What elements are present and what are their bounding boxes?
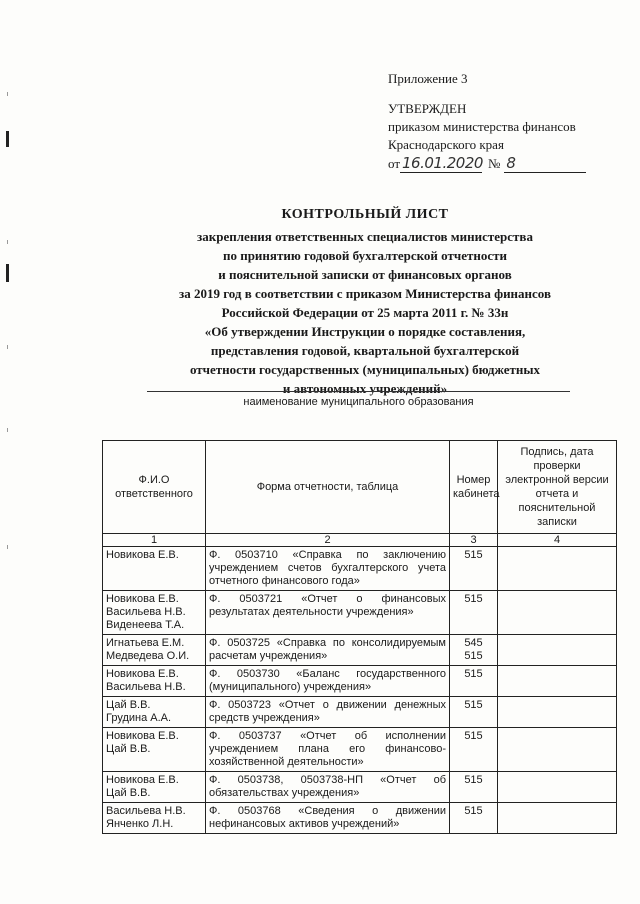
room-cell — [450, 772, 498, 803]
scan-edge-mark — [6, 264, 9, 282]
form-cell: Ф. 0503723 «Отчет о движении денежных средств учреждения» — [206, 697, 450, 728]
responsible-name: Игнатьева Е.М. — [106, 637, 185, 649]
responsible-cell — [103, 666, 206, 697]
subtitle-line: Российской Федерации от 25 марта 2011 г. № 33н — [221, 305, 509, 320]
room-number: 515 — [464, 730, 483, 742]
room-cell — [450, 591, 498, 635]
room-cell — [450, 547, 498, 591]
signature-cell — [498, 547, 617, 591]
table-row — [103, 547, 617, 591]
responsible-name: Новикова Е.В. — [106, 668, 179, 680]
table-row — [103, 591, 617, 635]
responsible-cell — [103, 728, 206, 772]
table-row — [103, 728, 617, 772]
subtitle-line: и пояснительной записки от финансовых органов — [218, 267, 512, 282]
scan-edge-dot — [7, 428, 8, 432]
responsible-name: Медведева О.И. — [106, 650, 190, 662]
signature-cell — [498, 772, 617, 803]
table-row — [103, 803, 617, 834]
header-room: Номер кабинета — [450, 441, 498, 534]
form-cell: Ф. 0503737 «Отчет об исполнении учреждением плана его финансово-хозяйственной деятельности» — [206, 728, 450, 772]
room-number: 515 — [464, 668, 483, 680]
document-heading — [130, 207, 600, 398]
table-row — [103, 697, 617, 728]
responsible-cell — [103, 697, 206, 728]
responsible-cell — [103, 772, 206, 803]
room-cell — [450, 803, 498, 834]
table-row — [103, 772, 617, 803]
scan-edge-dot — [7, 345, 8, 349]
approval-block — [388, 70, 586, 173]
responsible-name: Васильева Н.В. — [106, 606, 186, 618]
room-cell — [450, 635, 498, 666]
control-table — [102, 440, 617, 834]
subtitle-line: по принятию годовой бухгалтерской отчетности — [222, 248, 508, 263]
subtitle-line: представления годовой, квартальной бухгалтерской — [210, 343, 520, 358]
document-subtitle — [130, 227, 600, 398]
municipality-caption: наименование муниципального образования — [243, 396, 474, 408]
form-cell: Ф. 0503730 «Баланс государственного (муниципального) учреждения» — [206, 666, 450, 697]
table-row — [103, 635, 617, 666]
number-sign: № — [488, 156, 501, 171]
form-cell: Ф. 0503738, 0503738-НП «Отчет об обязательствах учреждения» — [206, 772, 450, 803]
responsible-cell — [103, 547, 206, 591]
scan-edge-dot — [7, 240, 8, 244]
form-cell: Ф. 0503768 «Сведения о движении нефинансовых активов учреждений» — [206, 803, 450, 834]
room-number: 545 — [464, 637, 483, 649]
header-number: 1 — [103, 534, 206, 547]
room-number: 515 — [464, 650, 483, 662]
header-name: Ф.И.О ответственного — [103, 441, 206, 534]
signature-cell — [498, 803, 617, 834]
header-signature: Подпись, дата проверки электронной версии отчета и пояснительной записки — [498, 441, 617, 534]
header-number: 4 — [498, 534, 617, 547]
scan-edge-dot — [7, 545, 8, 549]
responsible-name: Янченко Л.Н. — [106, 818, 174, 830]
subtitle-line: и автономных учреждений» — [282, 381, 448, 396]
order-date-line — [388, 154, 586, 173]
responsible-name: Цай В.В. — [106, 743, 151, 755]
room-cell — [450, 666, 498, 697]
responsible-name: Виденеева Т.А. — [106, 619, 185, 631]
form-cell: Ф. 0503721 «Отчет о финансовых результатах деятельности учреждения» — [206, 591, 450, 635]
responsible-cell — [103, 635, 206, 666]
room-cell — [450, 697, 498, 728]
form-cell: Ф. 0503725 «Справка по консолидируемым расчетам учреждения» — [206, 635, 450, 666]
table-body — [103, 547, 617, 834]
handwritten-date: 16.01.2020 — [402, 154, 483, 172]
order-line-2: Краснодарского края — [388, 137, 504, 152]
signature-cell — [498, 666, 617, 697]
subtitle-line: за 2019 год в соответствии с приказом Министерства финансов — [178, 286, 552, 301]
document-title: КОНТРОЛЬНЫЙ ЛИСТ — [281, 207, 449, 222]
subtitle-line: отчетности государственных (муниципальных) бюджетных — [189, 362, 541, 377]
scan-edge-mark — [6, 131, 9, 147]
responsible-name: Васильева Н.В. — [106, 681, 186, 693]
form-cell: Ф. 0503710 «Справка по заключению учреждением счетов бухгалтерского учета отчетного финансового года» — [206, 547, 450, 591]
room-cell — [450, 728, 498, 772]
responsible-name: Цай В.В. — [106, 787, 151, 799]
room-number: 515 — [464, 593, 483, 605]
date-prefix: от — [388, 156, 401, 171]
approved-label: УТВЕРЖДЕН — [388, 101, 467, 116]
header-form: Форма отчетности, таблица — [206, 441, 450, 534]
responsible-name: Новикова Е.В. — [106, 593, 179, 605]
responsible-name: Новикова Е.В. — [106, 730, 179, 742]
room-number: 515 — [464, 549, 483, 561]
room-number: 515 — [464, 699, 483, 711]
header-number: 3 — [450, 534, 498, 547]
responsible-name: Грудина А.А. — [106, 712, 172, 724]
responsible-name: Цай В.В. — [106, 699, 151, 711]
responsible-cell — [103, 803, 206, 834]
appendix-label: Приложение 3 — [388, 71, 468, 86]
handwritten-number: 8 — [504, 154, 586, 173]
room-number: 515 — [464, 805, 483, 817]
responsible-name: Новикова Е.В. — [106, 549, 179, 561]
scan-edge-dot — [7, 92, 8, 96]
subtitle-line: закрепления ответственных специалистов министерства — [197, 229, 533, 244]
order-line-1: приказом министерства финансов — [388, 119, 576, 134]
signature-cell — [498, 697, 617, 728]
responsible-name: Новикова Е.В. — [106, 774, 179, 786]
municipality-blank-line — [147, 391, 570, 392]
responsible-name: Васильева Н.В. — [106, 805, 186, 817]
table-row — [103, 666, 617, 697]
signature-cell — [498, 728, 617, 772]
responsible-cell — [103, 591, 206, 635]
subtitle-line: «Об утверждении Инструкции о порядке составления, — [204, 324, 526, 339]
header-number: 2 — [206, 534, 450, 547]
room-number: 515 — [464, 774, 483, 786]
signature-cell — [498, 591, 617, 635]
signature-cell — [498, 635, 617, 666]
